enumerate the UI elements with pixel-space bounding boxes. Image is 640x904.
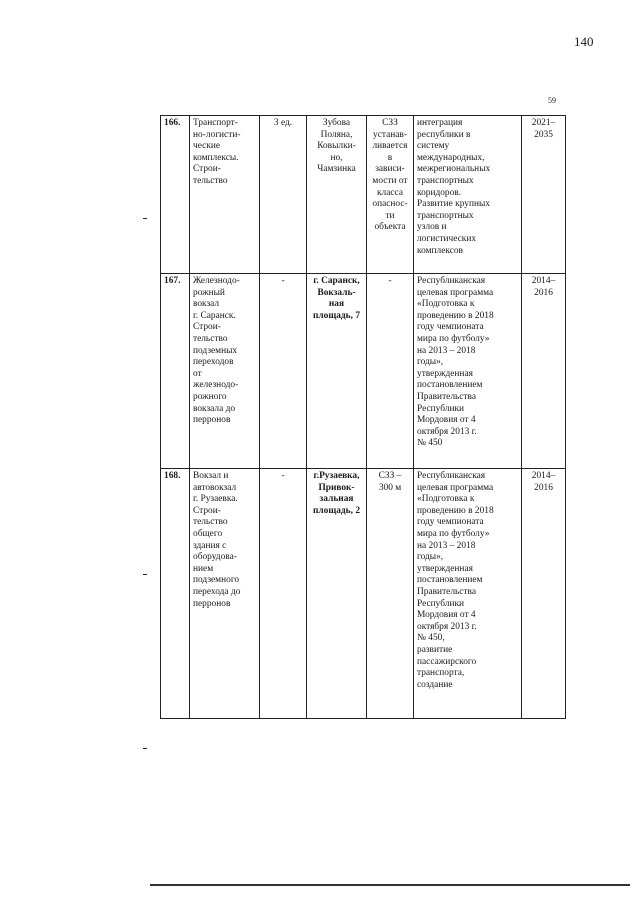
object-name: Вокзал и автовокзал г. Рузаевка. Строи- тельство общего здания с оборудова- нием подземного перехода до перронов [190, 469, 260, 719]
sub-page-number: 59 [548, 96, 556, 105]
sanitary-zone: - [367, 274, 414, 469]
table-row [161, 469, 566, 719]
object-location: г.Рузаевка, Привок- зальная площадь, 2 [307, 469, 367, 719]
object-location: Зубова Поляна, Ковылки- но, Чамзинка [307, 116, 367, 274]
object-name: Транспорт- но-логисти- ческие комплексы. Строи- тельство [190, 116, 260, 274]
object-quantity: 3 ед. [260, 116, 307, 274]
object-basis: Республиканская целевая программа «Подготовка к проведению в 2018 году чемпионата мира по футболу» на 2013 – 2018 годы», утвержденная постановлением Правительства Республики Мордовия от 4 октября 2013 г. № 450, развитие пассажирского транспорта, создание [414, 469, 522, 719]
page-number: 140 [574, 34, 594, 49]
sanitary-zone: СЗЗ устанав- ливается в зависи- мости от класса опаснос- ти объекта [367, 116, 414, 274]
object-quantity: - [260, 274, 307, 469]
object-quantity: - [260, 469, 307, 719]
row-number: 168. [161, 469, 190, 719]
table-row [161, 274, 566, 469]
scan-edge-line [150, 884, 630, 886]
object-period: 2021– 2035 [522, 116, 566, 274]
objects-table [160, 115, 566, 719]
object-name: Железнодо- рожный вокзал г. Саранск. Строи- тельство подземных переходов от железнодо- рожного вокзала до перронов [190, 274, 260, 469]
scan-mark [143, 748, 147, 749]
scan-mark [143, 218, 147, 219]
scan-mark [143, 574, 147, 575]
object-period: 2014– 2016 [522, 274, 566, 469]
sanitary-zone: СЗЗ – 300 м [367, 469, 414, 719]
object-period: 2014– 2016 [522, 469, 566, 719]
row-number: 167. [161, 274, 190, 469]
table-row [161, 116, 566, 274]
object-basis: Республиканская целевая программа «Подготовка к проведению в 2018 году чемпионата мира по футболу» на 2013 – 2018 годы», утвержденная постановлением Правительства Республики Мордовия от 4 октября 2013 г. № 450 [414, 274, 522, 469]
object-location: г. Саранск, Вокзаль- ная площадь, 7 [307, 274, 367, 469]
object-basis: интеграция республики в систему международных, межрегиональных транспортных коридоров. Развитие крупных транспортных узлов и логистических комплексов [414, 116, 522, 274]
row-number: 166. [161, 116, 190, 274]
